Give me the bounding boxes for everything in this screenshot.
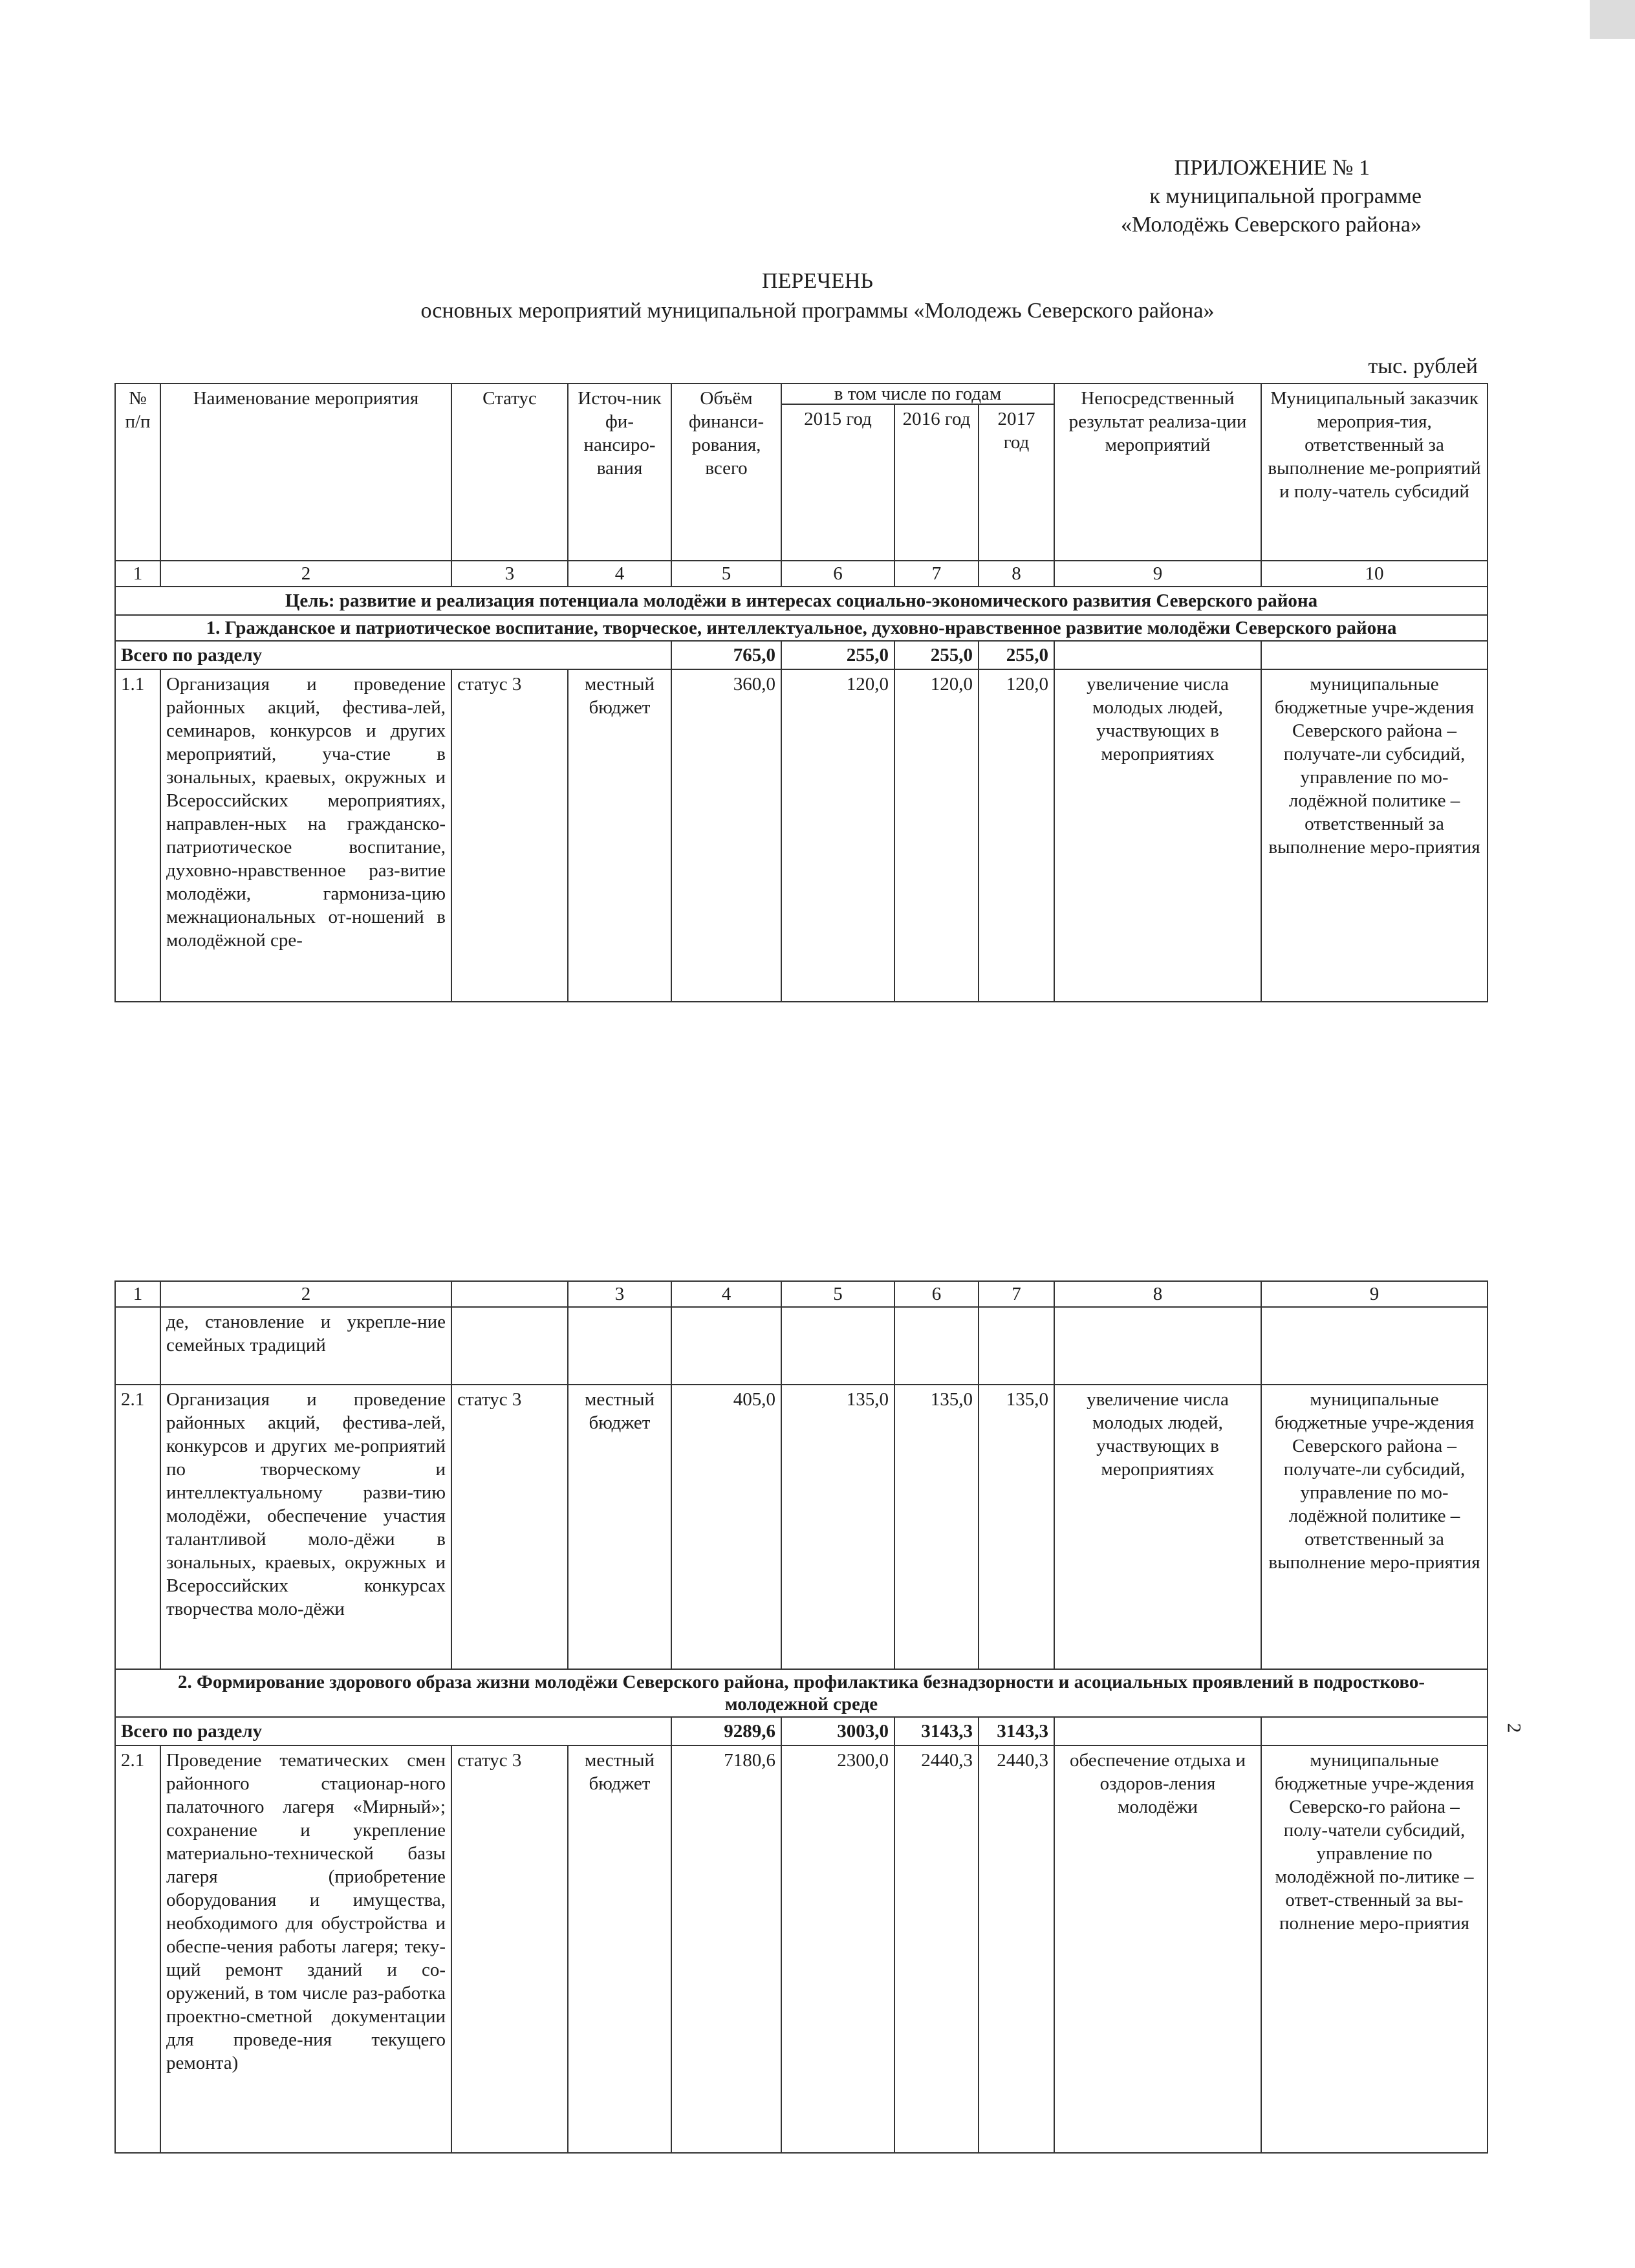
row-2016: 120,0 [894, 669, 979, 1002]
scan-edge [1590, 0, 1635, 39]
col-number: 2 [160, 561, 451, 587]
col-number: 8 [979, 561, 1054, 587]
column-numbers-row [115, 561, 1488, 587]
col-number: 2 [160, 1281, 451, 1307]
measures-table-2 [114, 1280, 1488, 2154]
header-volume: Объём финанси-рования, всего [671, 383, 781, 561]
row-2015: 135,0 [781, 1385, 894, 1669]
col-number: 8 [1054, 1281, 1261, 1307]
col-number: 5 [781, 1281, 894, 1307]
goal-row [115, 587, 1488, 615]
table-row [115, 1745, 1488, 2153]
units-label: тыс. рублей [1368, 354, 1478, 378]
table-row [115, 1385, 1488, 1669]
total-label: Всего по разделу [115, 641, 671, 669]
total-row [115, 1717, 1488, 1745]
row-name: Проведение тематических смен районного стационар-ного палаточного лагеря «Мирный»; сохранение и укрепление материально-технической базы лагеря (приобретение оборудования и имущества, необходимого для обустройства и обеспе-чения работы лагеря; теку-щий ремонт зданий и со-оружений, в том числе раз-работка проектно-сметной документации для проведе-ния текущего ремонта) [160, 1745, 451, 2153]
header-source: Источ-ник фи-нансиро-вания [568, 383, 671, 561]
total-row [115, 641, 1488, 669]
row-status: статус 3 [451, 669, 568, 1002]
row-2017: 2440,3 [979, 1745, 1054, 2153]
total-2017: 3143,3 [979, 1717, 1054, 1745]
header-name: Наименование мероприятия [160, 383, 451, 561]
row-2017: 135,0 [979, 1385, 1054, 1669]
total-volume: 9289,6 [671, 1717, 781, 1745]
col-number: 7 [979, 1281, 1054, 1307]
total-2015: 3003,0 [781, 1717, 894, 1745]
total-label: Всего по разделу [115, 1717, 671, 1745]
row-customer: муниципальные бюджетные учре-ждения Северского района – получате-ли субсидий, управление по мо-лодёжной политике – ответственный за выполнение меро-приятия [1261, 1385, 1488, 1669]
col-number: 5 [671, 561, 781, 587]
table-row [115, 669, 1488, 1002]
appendix-header [1121, 154, 1422, 239]
appendix-line-2: «Молодёжь Северского района» [1121, 213, 1422, 237]
column-numbers-row [115, 1281, 1488, 1307]
row-2016: 135,0 [894, 1385, 979, 1669]
measures-table-1 [114, 383, 1488, 1002]
row-source: местный бюджет [568, 669, 671, 1002]
table-row [115, 1307, 1488, 1385]
appendix-title: ПРИЛОЖЕНИЕ № 1 [1174, 156, 1370, 180]
row-2016: 2440,3 [894, 1745, 979, 2153]
row-source: местный бюджет [568, 1385, 671, 1669]
row-status: статус 3 [451, 1385, 568, 1669]
row-volume: 405,0 [671, 1385, 781, 1669]
appendix-line-1: к муниципальной программе [1149, 184, 1422, 208]
header-status: Статус [451, 383, 568, 561]
header-by-years: в том числе по годам [781, 383, 1054, 404]
row-result: увеличение числа молодых людей, участвующих в мероприятиях [1054, 1385, 1261, 1669]
total-2015: 255,0 [781, 641, 894, 669]
col-number: 6 [894, 1281, 979, 1307]
col-number: 10 [1261, 561, 1488, 587]
total-volume: 765,0 [671, 641, 781, 669]
row-2015: 120,0 [781, 669, 894, 1002]
section-2-title: 2. Формирование здорового образа жизни молодёжи Северского района, профилактика безнадзорности и асоциальных проявлений в подростково-молодежной среде [115, 1669, 1488, 1717]
row-num: 2.1 [115, 1385, 160, 1669]
header-2017: 2017 год [979, 404, 1054, 561]
row-name: Организация и проведение районных акций, фестива-лей, семинаров, конкурсов и других мероприятий, уча-стие в зональных, краевых, окружных и Всероссийских мероприятиях, направлен-ных на гражданско-патриотическое воспитание, духовно-нравственное раз-витие молодёжи, гармониза-цию межнациональных от-ношений в молодёжной сре- [160, 669, 451, 1002]
header-customer: Муниципальный заказчик мероприя-тия, ответственный за выполнение ме-роприятий и полу-чатель субсидий [1261, 383, 1488, 561]
col-number: 4 [671, 1281, 781, 1307]
row-2015: 2300,0 [781, 1745, 894, 2153]
row-customer: муниципальные бюджетные учре-ждения Северско-го района – полу-чатели субсидий, управление по молодёжной по-литике – ответ-ственный за вы-полнение меро-приятия [1261, 1745, 1488, 2153]
header-row [115, 383, 1488, 404]
row-result: увеличение числа молодых людей, участвующих в мероприятиях [1054, 669, 1261, 1002]
col-number: 9 [1261, 1281, 1488, 1307]
row-source: местный бюджет [568, 1745, 671, 2153]
total-2017: 255,0 [979, 641, 1054, 669]
section-2-row [115, 1669, 1488, 1717]
col-number [451, 1281, 568, 1307]
row-2017: 120,0 [979, 669, 1054, 1002]
row-num: 2.1 [115, 1745, 160, 2153]
document-title [0, 266, 1635, 326]
col-number: 1 [115, 561, 160, 587]
col-number: 3 [451, 561, 568, 587]
row-status: статус 3 [451, 1745, 568, 2153]
row-result: обеспечение отдыха и оздоров-ления молодёжи [1054, 1745, 1261, 2153]
row-continued-text: де, становление и укрепле-ние семейных традиций [160, 1307, 451, 1385]
row-customer: муниципальные бюджетные учре-ждения Северского района – получате-ли субсидий, управление по мо-лодёжной политике – ответственный за выполнение меро-приятия [1261, 669, 1488, 1002]
page-number: 2 [1503, 1723, 1525, 1733]
header-result: Непосредственный результат реализа-ции мероприятий [1054, 383, 1261, 561]
section-1-row [115, 615, 1488, 641]
row-name: Организация и проведение районных акций, фестива-лей, конкурсов и других ме-роприятий по творческому и интеллектуальному разви-тию молодёжи, обеспечение участия талантливой моло-дёжи в зональных, краевых, окружных и Всероссийских конкурсах творчества моло-дёжи [160, 1385, 451, 1669]
header-2016: 2016 год [894, 404, 979, 561]
title-subheading: основных мероприятий муниципальной программы «Молодежь Северского района» [420, 299, 1215, 323]
total-2016: 3143,3 [894, 1717, 979, 1745]
col-number: 9 [1054, 561, 1261, 587]
col-number: 7 [894, 561, 979, 587]
row-num: 1.1 [115, 669, 160, 1002]
col-number: 6 [781, 561, 894, 587]
row-volume: 7180,6 [671, 1745, 781, 2153]
title-heading: ПЕРЕЧЕНЬ [762, 269, 873, 293]
row-volume: 360,0 [671, 669, 781, 1002]
total-2016: 255,0 [894, 641, 979, 669]
col-number: 1 [115, 1281, 160, 1307]
header-2015: 2015 год [781, 404, 894, 561]
header-num: № п/п [115, 383, 160, 561]
goal-text: Цель: развитие и реализация потенциала молодёжи в интересах социально-экономического развития Северского района [115, 587, 1488, 615]
col-number: 4 [568, 561, 671, 587]
col-number: 3 [568, 1281, 671, 1307]
section-1-title: 1. Гражданское и патриотическое воспитание, творческое, интеллектуальное, духовно-нравственное развитие молодёжи Северского района [115, 615, 1488, 641]
